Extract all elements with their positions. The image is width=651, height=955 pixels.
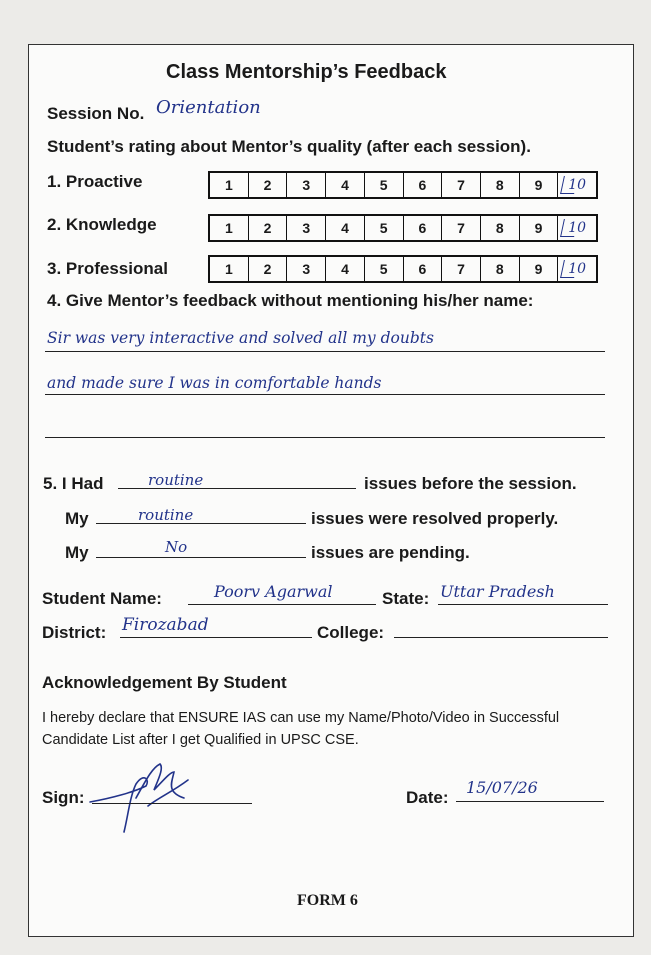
feedback-line-1[interactable]: Sir was very interactive and solved all my doubts: [47, 329, 434, 347]
feedback-rule-2: [45, 394, 605, 395]
rating-option-6[interactable]: [404, 173, 443, 197]
state-label: State:: [382, 589, 430, 608]
rating-label-proactive: 1. Proactive: [47, 172, 143, 191]
rating-option-7[interactable]: [442, 257, 481, 281]
rating-option-label: 2: [263, 177, 272, 193]
rating-option-6[interactable]: [404, 257, 443, 281]
issues-resolved-label: My: [65, 509, 89, 528]
student-signature: [88, 758, 208, 840]
rating-option-2[interactable]: [249, 257, 288, 281]
issues-pending-rule: [96, 557, 306, 558]
date-rule: [456, 801, 604, 802]
rating-option-4[interactable]: [326, 216, 365, 240]
rating-option-label: 4: [341, 220, 349, 236]
issues-pending-suffix: issues are pending.: [311, 543, 470, 562]
rating-scale-knowledge[interactable]: [208, 214, 598, 242]
date-value[interactable]: 15/07/26: [466, 778, 538, 797]
rating-option-label: 10: [568, 261, 587, 277]
rating-option-9[interactable]: [520, 257, 559, 281]
acknowledgement-heading: Acknowledgement By Student: [42, 673, 287, 692]
rating-option-10[interactable]: [558, 257, 596, 281]
rating-option-label: 7: [457, 177, 465, 193]
rating-option-7[interactable]: [442, 216, 481, 240]
session-value[interactable]: Orientation: [156, 97, 261, 118]
form-number: FORM 6: [297, 892, 358, 909]
rating-option-8[interactable]: [481, 173, 520, 197]
district-rule: [120, 637, 312, 638]
rating-label-knowledge: 2. Knowledge: [47, 215, 157, 234]
form-title: Class Mentorship’s Feedback: [166, 61, 447, 83]
rating-option-5[interactable]: [365, 173, 404, 197]
issues-had-suffix: issues before the session.: [364, 474, 577, 493]
rating-option-label: 9: [534, 261, 543, 277]
college-rule: [394, 637, 608, 638]
rating-option-label: 9: [534, 220, 543, 236]
sign-label: Sign:: [42, 788, 85, 807]
college-label: College:: [317, 623, 385, 642]
acknowledgement-text-line-1: I hereby declare that ENSURE IAS can use my Name/Photo/Video in Successful: [42, 710, 560, 726]
rating-option-label: 5: [379, 261, 388, 277]
rating-option-label: 1: [224, 177, 233, 193]
issues-had-rule: [118, 488, 356, 489]
rating-option-9[interactable]: [520, 216, 559, 240]
rating-option-4[interactable]: [326, 173, 365, 197]
rating-option-label: 6: [418, 177, 427, 193]
rating-heading: Student’s rating about Mentor’s quality (after each session).: [47, 137, 531, 156]
student-name-label: Student Name:: [42, 589, 162, 608]
rating-option-7[interactable]: [442, 173, 481, 197]
rating-option-label: 2: [263, 261, 272, 277]
rating-option-3[interactable]: [287, 216, 326, 240]
district-label: District:: [42, 623, 107, 642]
rating-option-label: 6: [418, 220, 427, 236]
rating-option-label: 2: [263, 220, 272, 236]
issues-had-value[interactable]: routine: [148, 471, 204, 489]
rating-option-label: 3: [302, 261, 311, 277]
rating-label-professional: 3. Professional: [47, 259, 168, 278]
rating-option-label: 8: [495, 177, 504, 193]
student-name-rule: [188, 604, 376, 605]
rating-option-1[interactable]: [210, 173, 249, 197]
issues-had-label: 5. I Had: [43, 474, 104, 493]
rating-option-2[interactable]: [249, 216, 288, 240]
rating-option-label: 7: [457, 220, 465, 236]
rating-option-5[interactable]: [365, 216, 404, 240]
state-value[interactable]: Uttar Pradesh: [440, 582, 555, 601]
rating-option-3[interactable]: [287, 173, 326, 197]
rating-option-label: 5: [379, 220, 388, 236]
feedback-rule-1: [45, 351, 605, 352]
sign-rule: [92, 803, 252, 804]
issues-resolved-rule: [96, 523, 306, 524]
district-value[interactable]: Firozabad: [122, 615, 209, 635]
rating-option-5[interactable]: [365, 257, 404, 281]
rating-option-label: 4: [341, 261, 349, 277]
rating-option-label: 10: [568, 220, 587, 236]
rating-option-1[interactable]: [210, 257, 249, 281]
rating-option-1[interactable]: [210, 216, 249, 240]
rating-option-label: 8: [495, 261, 504, 277]
student-name-value[interactable]: Poorv Agarwal: [214, 582, 333, 601]
rating-scale-proactive[interactable]: [208, 171, 598, 199]
rating-option-label: 4: [341, 177, 349, 193]
rating-option-label: 6: [418, 261, 427, 277]
date-label: Date:: [406, 788, 449, 807]
issues-pending-value[interactable]: No: [165, 538, 188, 556]
acknowledgement-text-line-2: Candidate List after I get Qualified in UPSC CSE.: [42, 732, 359, 748]
rating-option-label: 3: [302, 220, 311, 236]
rating-option-6[interactable]: [404, 216, 443, 240]
rating-option-9[interactable]: [520, 173, 559, 197]
issues-resolved-value[interactable]: routine: [138, 506, 194, 524]
rating-option-10[interactable]: [558, 216, 596, 240]
session-label: Session No.: [47, 104, 145, 123]
rating-option-label: 7: [457, 261, 465, 277]
issues-resolved-suffix: issues were resolved properly.: [311, 509, 559, 528]
rating-option-10[interactable]: [558, 173, 596, 197]
rating-option-label: 9: [534, 177, 543, 193]
state-rule: [438, 604, 608, 605]
rating-option-label: 1: [224, 261, 233, 277]
rating-option-label: 8: [495, 220, 504, 236]
rating-option-2[interactable]: [249, 173, 288, 197]
rating-option-8[interactable]: [481, 257, 520, 281]
rating-option-label: 10: [568, 177, 587, 193]
rating-option-label: 3: [302, 177, 311, 193]
rating-option-4[interactable]: [326, 257, 365, 281]
rating-option-3[interactable]: [287, 257, 326, 281]
rating-scale-professional[interactable]: [208, 255, 598, 283]
feedback-rule-3: [45, 437, 605, 438]
issues-pending-label: My: [65, 543, 89, 562]
rating-option-8[interactable]: [481, 216, 520, 240]
rating-option-label: 1: [224, 220, 233, 236]
rating-option-label: 5: [379, 177, 388, 193]
feedback-line-2[interactable]: and made sure I was in comfortable hands: [47, 374, 382, 392]
feedback-heading: 4. Give Mentor’s feedback without mentioning his/her name:: [47, 291, 534, 310]
